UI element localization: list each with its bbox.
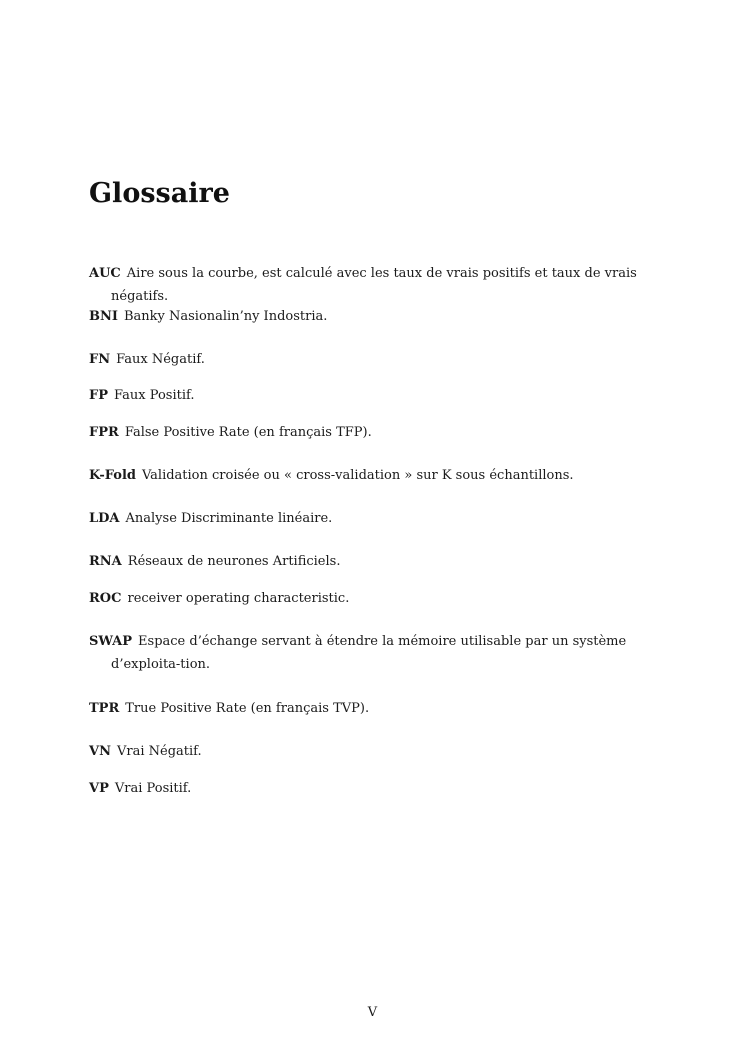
glossary-term: FPR [89,425,119,440]
glossary-entry-vn [89,740,681,763]
glossary-definition: Réseaux de neurones Artificiels. [127,554,341,569]
glossary-entry-rna [89,550,681,573]
glossary-term: ROC [89,591,122,606]
glossary-definition: receiver operating characteristic. [127,591,350,606]
glossary-entry-fn [89,348,681,371]
glossary-definition: Faux Positif. [114,388,195,403]
glossary-entry-auc [89,262,681,308]
glossary-entry-tpr [89,697,681,720]
glossary-term: FP [89,388,109,403]
glossary-entry-fp [89,384,681,407]
glossary-term: SWAP [89,634,133,649]
glossary-entry-vp [89,777,681,800]
glossary-definition: Aire sous la courbe, est calculé avec les taux de vrais positifs et taux de vrais négatifs. [111,266,637,304]
glossary-definition: Analyse Discriminante linéaire. [125,511,333,526]
glossary-term: VN [89,744,111,759]
glossary-entry-k-fold [89,464,681,487]
glossary-definition: Banky Nasionalin’ny Indostria. [123,309,328,324]
glossary-definition: False Positive Rate (en français TFP). [124,425,372,440]
page-title: Glossaire [89,178,230,209]
glossary-definition: Espace d’échange servant à étendre la mémoire utilisable par un système d’exploita-tion. [111,634,627,672]
glossary-definition: Vrai Positif. [114,781,192,796]
glossary-term: TPR [89,701,120,716]
glossary-term: AUC [89,266,121,281]
glossary-term: RNA [89,554,122,569]
glossary-term: BNI [89,309,118,324]
glossary-definition: Validation croisée ou « cross-validation » sur K sous échantillons. [141,468,574,483]
glossary-entry-fpr [89,421,681,444]
glossary-term: VP [89,781,109,796]
glossary-term: K-Fold [89,468,136,483]
glossary-entry-swap [89,630,681,676]
glossary-definition: Vrai Négatif. [116,744,202,759]
glossary-definition: Faux Négatif. [116,352,205,367]
glossary-entry-bni [89,305,681,328]
page-number: V [367,1005,378,1020]
glossary-term: LDA [89,511,120,526]
glossary-entry-roc [89,587,681,610]
glossary-term: FN [89,352,111,367]
glossary-definition: True Positive Rate (en français TVP). [125,701,370,716]
glossary-entry-lda [89,507,681,530]
